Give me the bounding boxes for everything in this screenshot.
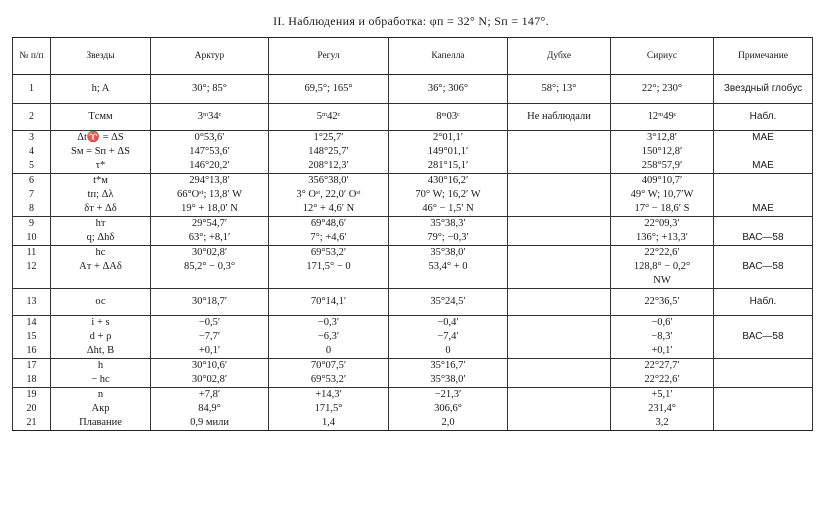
value-cell: 36°; 306°	[389, 75, 508, 104]
value-cell: 12ᵐ49ᶜ	[611, 104, 714, 131]
value-cell: 22°22,6′	[611, 373, 714, 388]
row-number: 7	[13, 188, 51, 202]
header-cell: Капелла	[389, 38, 508, 75]
value-cell	[508, 188, 611, 202]
row-number: 15	[13, 330, 51, 344]
row-number: 6	[13, 174, 51, 189]
value-cell: 5ᵐ42ᶜ	[269, 104, 389, 131]
value-cell: 30°18,7′	[151, 289, 269, 316]
quantity-cell: h; A	[51, 75, 151, 104]
quantity-cell: n	[51, 388, 151, 403]
note-cell: ВАС—58	[714, 260, 813, 274]
row-number: 20	[13, 402, 51, 416]
value-cell: 208°12,3′	[269, 159, 389, 174]
value-cell	[269, 274, 389, 289]
value-cell: 136°; +13,3′	[611, 231, 714, 246]
value-cell	[508, 388, 611, 403]
value-cell: 22°09,3′	[611, 217, 714, 232]
quantity-cell: ос	[51, 289, 151, 316]
value-cell: 3° Oˢᵗ, 22,0′ Oˢᵗ	[269, 188, 389, 202]
quantity-cell: hт	[51, 217, 151, 232]
header-cell: Арктур	[151, 38, 269, 75]
row-number: 8	[13, 202, 51, 217]
table-row	[13, 174, 813, 189]
table-row	[13, 359, 813, 374]
value-cell: 30°10,6′	[151, 359, 269, 374]
quantity-cell	[51, 274, 151, 289]
table-row	[13, 75, 813, 104]
value-cell: 70°07,5′	[269, 359, 389, 374]
value-cell: 148°25,7′	[269, 145, 389, 159]
table-row	[13, 202, 813, 217]
note-cell	[714, 373, 813, 388]
note-cell	[714, 359, 813, 374]
header-cell: Регул	[269, 38, 389, 75]
value-cell: +14,3′	[269, 388, 389, 403]
value-cell: 19° + 18,0′ N	[151, 202, 269, 217]
quantity-cell: Aт + ΔAδ	[51, 260, 151, 274]
value-cell: 146°20,2′	[151, 159, 269, 174]
note-cell: MAE	[714, 202, 813, 217]
value-cell: 128,8° − 0,2°	[611, 260, 714, 274]
header-cell: Дубхе	[508, 38, 611, 75]
row-number	[13, 274, 51, 289]
value-cell: 0	[389, 344, 508, 359]
note-cell: MAE	[714, 131, 813, 146]
value-cell: 63°; +8,1′	[151, 231, 269, 246]
value-cell: −6,3′	[269, 330, 389, 344]
row-number: 1	[13, 75, 51, 104]
value-cell: 70°14,1′	[269, 289, 389, 316]
note-cell	[714, 174, 813, 189]
observations-table	[12, 37, 813, 431]
value-cell: −0,3′	[269, 316, 389, 331]
value-cell	[508, 246, 611, 261]
header-cell: Сириус	[611, 38, 714, 75]
value-cell	[508, 159, 611, 174]
quantity-cell: hс	[51, 246, 151, 261]
row-number: 12	[13, 260, 51, 274]
value-cell: 30°02,8′	[151, 246, 269, 261]
value-cell: +5,1′	[611, 388, 714, 403]
note-cell: Набл.	[714, 104, 813, 131]
value-cell: 46° − 1,5′ N	[389, 202, 508, 217]
value-cell	[508, 330, 611, 344]
table-row	[13, 145, 813, 159]
value-cell: +0,1′	[611, 344, 714, 359]
value-cell: 35°16,7′	[389, 359, 508, 374]
note-cell: MAE	[714, 159, 813, 174]
table-row	[13, 188, 813, 202]
quantity-cell: Плавание	[51, 416, 151, 431]
note-cell	[714, 145, 813, 159]
row-number: 5	[13, 159, 51, 174]
value-cell: −0,6′	[611, 316, 714, 331]
note-cell: Набл.	[714, 289, 813, 316]
value-cell	[508, 316, 611, 331]
row-number: 3	[13, 131, 51, 146]
value-cell: 430°16,2′	[389, 174, 508, 189]
quantity-cell: − hс	[51, 373, 151, 388]
header-row	[13, 38, 813, 75]
quantity-cell: q; Δhδ	[51, 231, 151, 246]
value-cell: +0,1′	[151, 344, 269, 359]
quantity-cell: Aкр	[51, 402, 151, 416]
header-cell: Примечание	[714, 38, 813, 75]
table-row	[13, 316, 813, 331]
value-cell: 35°24,5′	[389, 289, 508, 316]
value-cell: 0,9 мили	[151, 416, 269, 431]
value-cell: 53,4° + 0	[389, 260, 508, 274]
value-cell: 1°25,7′	[269, 131, 389, 146]
value-cell: 30°; 85°	[151, 75, 269, 104]
note-cell	[714, 217, 813, 232]
row-number: 11	[13, 246, 51, 261]
value-cell	[508, 174, 611, 189]
row-number: 21	[13, 416, 51, 431]
value-cell: 356°38,0′	[269, 174, 389, 189]
header-cell: Звезды	[51, 38, 151, 75]
value-cell	[508, 131, 611, 146]
value-cell: 149°01,1′	[389, 145, 508, 159]
value-cell: +7,8′	[151, 388, 269, 403]
table-row	[13, 217, 813, 232]
value-cell	[508, 359, 611, 374]
value-cell	[508, 217, 611, 232]
row-number: 19	[13, 388, 51, 403]
row-number: 9	[13, 217, 51, 232]
value-cell: 84,9°	[151, 402, 269, 416]
table-row	[13, 402, 813, 416]
value-cell: 231,4°	[611, 402, 714, 416]
quantity-cell: t*м	[51, 174, 151, 189]
value-cell: 35°38,3′	[389, 217, 508, 232]
table-row	[13, 274, 813, 289]
table-row	[13, 416, 813, 431]
quantity-cell: Δht, B	[51, 344, 151, 359]
value-cell: 281°15,1′	[389, 159, 508, 174]
value-cell: 7°; +4,6′	[269, 231, 389, 246]
value-cell: 171,5° − 0	[269, 260, 389, 274]
value-cell: 306,6°	[389, 402, 508, 416]
quantity-cell: Sм = Sп + ΔS	[51, 145, 151, 159]
note-cell: ВАС—58	[714, 330, 813, 344]
note-cell	[714, 246, 813, 261]
value-cell: 0°53,6′	[151, 131, 269, 146]
row-number: 18	[13, 373, 51, 388]
value-cell	[508, 402, 611, 416]
table-caption: II. Наблюдения и обработка: φп = 32° N; Sп = 147°.	[273, 14, 549, 28]
value-cell: −21,3′	[389, 388, 508, 403]
note-cell: ВАС—58	[714, 231, 813, 246]
value-cell: 8ᵐ03ᶜ	[389, 104, 508, 131]
table-row	[13, 344, 813, 359]
value-cell: 70° W; 16,2′ W	[389, 188, 508, 202]
value-cell: 409°10,7′	[611, 174, 714, 189]
value-cell: 12° + 4,6′ N	[269, 202, 389, 217]
note-cell	[714, 188, 813, 202]
value-cell: 22°22,6′	[611, 246, 714, 261]
quantity-cell: d + ρ	[51, 330, 151, 344]
value-cell: 58°; 13°	[508, 75, 611, 104]
value-cell: −7,7′	[151, 330, 269, 344]
value-cell: 35°38,0′	[389, 373, 508, 388]
value-cell: 1,4	[269, 416, 389, 431]
value-cell	[508, 274, 611, 289]
value-cell	[508, 231, 611, 246]
row-number: 4	[13, 145, 51, 159]
table-row	[13, 260, 813, 274]
quantity-cell: i + s	[51, 316, 151, 331]
value-cell: 2°01,1′	[389, 131, 508, 146]
table-row	[13, 131, 813, 146]
table-row	[13, 104, 813, 131]
value-cell: 69,5°; 165°	[269, 75, 389, 104]
row-number: 2	[13, 104, 51, 131]
value-cell: 150°12,8′	[611, 145, 714, 159]
value-cell: −0,5′	[151, 316, 269, 331]
note-cell	[714, 402, 813, 416]
value-cell: −0,4′	[389, 316, 508, 331]
table-row	[13, 159, 813, 174]
value-cell: Не наблюдали	[508, 104, 611, 131]
value-cell: 22°; 230°	[611, 75, 714, 104]
value-cell	[508, 202, 611, 217]
value-cell: 22°36,5′	[611, 289, 714, 316]
value-cell: 79°; −0,3′	[389, 231, 508, 246]
value-cell	[508, 289, 611, 316]
quantity-cell: tп; Δλ	[51, 188, 151, 202]
value-cell	[508, 344, 611, 359]
row-number: 10	[13, 231, 51, 246]
quantity-cell: τ*	[51, 159, 151, 174]
value-cell	[508, 260, 611, 274]
table-row	[13, 289, 813, 316]
note-cell	[714, 274, 813, 289]
value-cell	[508, 416, 611, 431]
value-cell: 2,0	[389, 416, 508, 431]
value-cell: 3°12,8′	[611, 131, 714, 146]
value-cell: −7,4′	[389, 330, 508, 344]
row-number: 14	[13, 316, 51, 331]
value-cell: 30°02,8′	[151, 373, 269, 388]
value-cell: 147°53,6′	[151, 145, 269, 159]
quantity-cell: Tсмм	[51, 104, 151, 131]
value-cell: 66°Oˢᵗ; 13,8′ W	[151, 188, 269, 202]
value-cell: 49° W; 10,7′W	[611, 188, 714, 202]
value-cell: −8,3′	[611, 330, 714, 344]
value-cell: 17° − 18,6′ S	[611, 202, 714, 217]
value-cell	[151, 274, 269, 289]
table-row	[13, 388, 813, 403]
value-cell: 29°54,7′	[151, 217, 269, 232]
value-cell	[508, 145, 611, 159]
value-cell: NW	[611, 274, 714, 289]
value-cell: 35°38,0′	[389, 246, 508, 261]
table-body	[13, 75, 813, 431]
note-cell	[714, 416, 813, 431]
table-row	[13, 231, 813, 246]
value-cell: 69°48,6′	[269, 217, 389, 232]
note-cell	[714, 316, 813, 331]
value-cell: 69°53,2′	[269, 246, 389, 261]
table-row	[13, 246, 813, 261]
note-cell	[714, 344, 813, 359]
value-cell: 69°53,2′	[269, 373, 389, 388]
note-cell	[714, 388, 813, 403]
value-cell: 3ᵐ34ᶜ	[151, 104, 269, 131]
value-cell: 171,5°	[269, 402, 389, 416]
table-row	[13, 373, 813, 388]
value-cell: 258°57,9′	[611, 159, 714, 174]
value-cell: 294°13,8′	[151, 174, 269, 189]
quantity-cell: Δt♈ = ΔS	[51, 131, 151, 146]
value-cell: 0	[269, 344, 389, 359]
row-number: 17	[13, 359, 51, 374]
value-cell: 22°27,7′	[611, 359, 714, 374]
header-cell: № п/п	[13, 38, 51, 75]
value-cell: 85,2° − 0,3°	[151, 260, 269, 274]
row-number: 16	[13, 344, 51, 359]
quantity-cell: δт + Δδ	[51, 202, 151, 217]
value-cell	[389, 274, 508, 289]
value-cell	[508, 373, 611, 388]
quantity-cell: h	[51, 359, 151, 374]
note-cell: Звездный глобус	[714, 75, 813, 104]
row-number: 13	[13, 289, 51, 316]
value-cell: 3,2	[611, 416, 714, 431]
table-row	[13, 330, 813, 344]
